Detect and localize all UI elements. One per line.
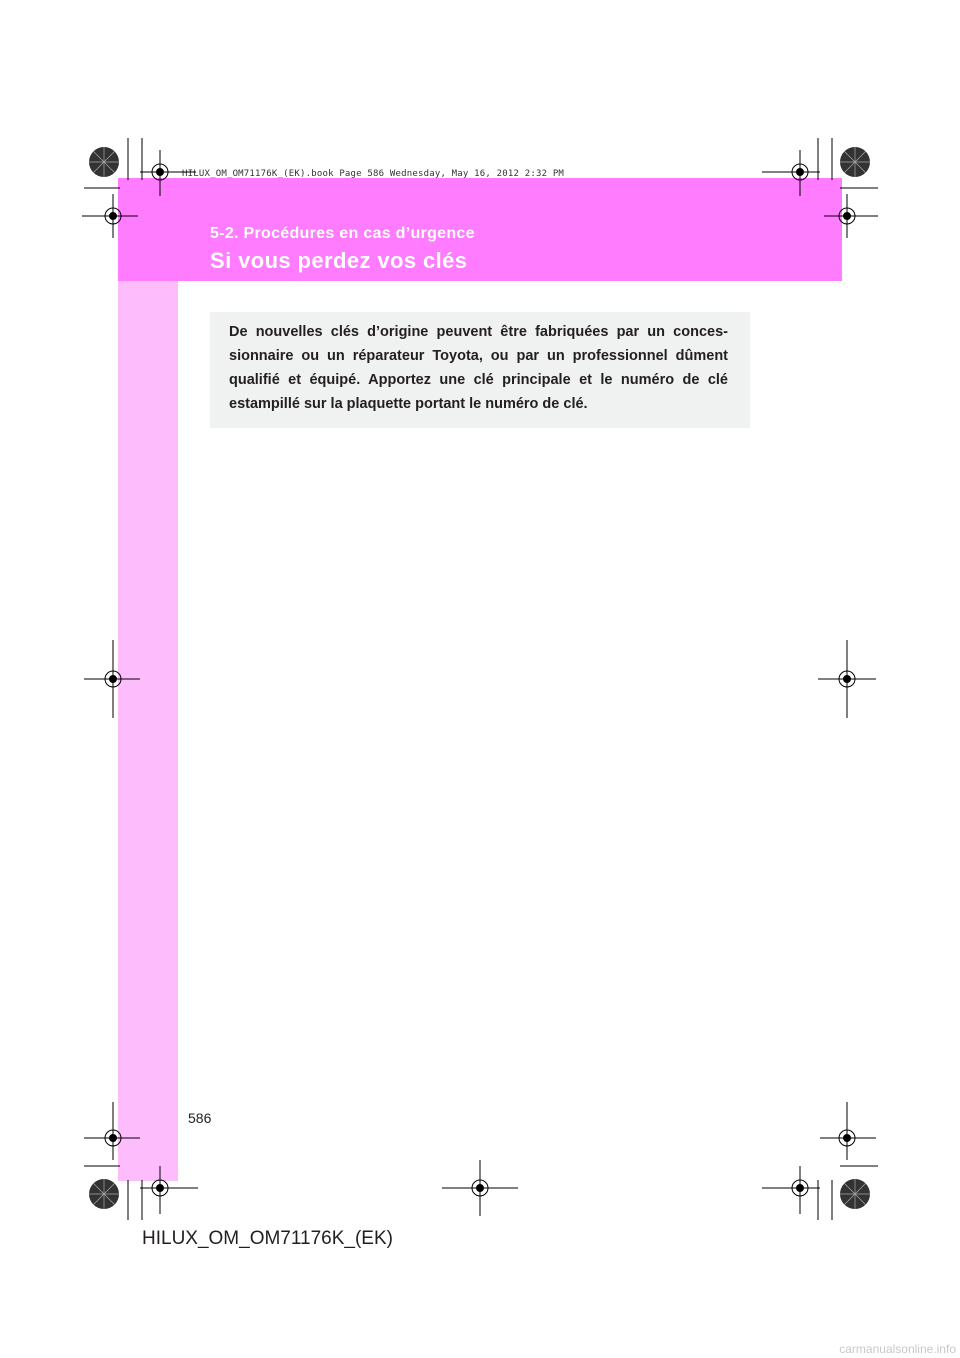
crosshair-mark — [762, 150, 820, 196]
crosshair-mark — [82, 194, 138, 238]
crosshair-mark — [824, 194, 878, 238]
footer-code: HILUX_OM_OM71176K_(EK) — [142, 1228, 393, 1249]
starburst-mark — [89, 1179, 119, 1209]
starburst-mark — [840, 147, 870, 177]
crosshair-mark — [140, 1166, 198, 1214]
starburst-mark — [840, 1179, 870, 1209]
footer-watermark: carmanualsonline.info — [839, 1342, 956, 1356]
crosshair-mark — [820, 1102, 876, 1160]
page-number: 586 — [188, 1110, 212, 1126]
crosshair-mark — [762, 1166, 820, 1214]
starburst-mark — [89, 147, 119, 177]
crosshair-mark — [140, 150, 196, 196]
crosshair-mark — [442, 1160, 518, 1216]
print-info: HILUX_OM_OM71176K_(EK).book Page 586 Wednesday, May 16, 2012 2:32 PM — [182, 169, 565, 179]
info-text: De nouvelles clés d’origine peuvent être fabriquées par un conces-sionnaire ou un réparateur Toyota, ou par un professionnel dûment qualifié et équipé. Apportez une clé principale et le numéro de clé estampillé sur la plaquette portant le numéro de clé. — [229, 324, 728, 412]
crosshair-mark — [84, 1102, 140, 1160]
crosshair-mark — [84, 640, 140, 718]
page-title: Si vous perdez vos clés — [210, 248, 468, 273]
section-label: 5-2. Procédures en cas d’urgence — [210, 225, 475, 242]
crosshair-mark — [818, 640, 876, 718]
